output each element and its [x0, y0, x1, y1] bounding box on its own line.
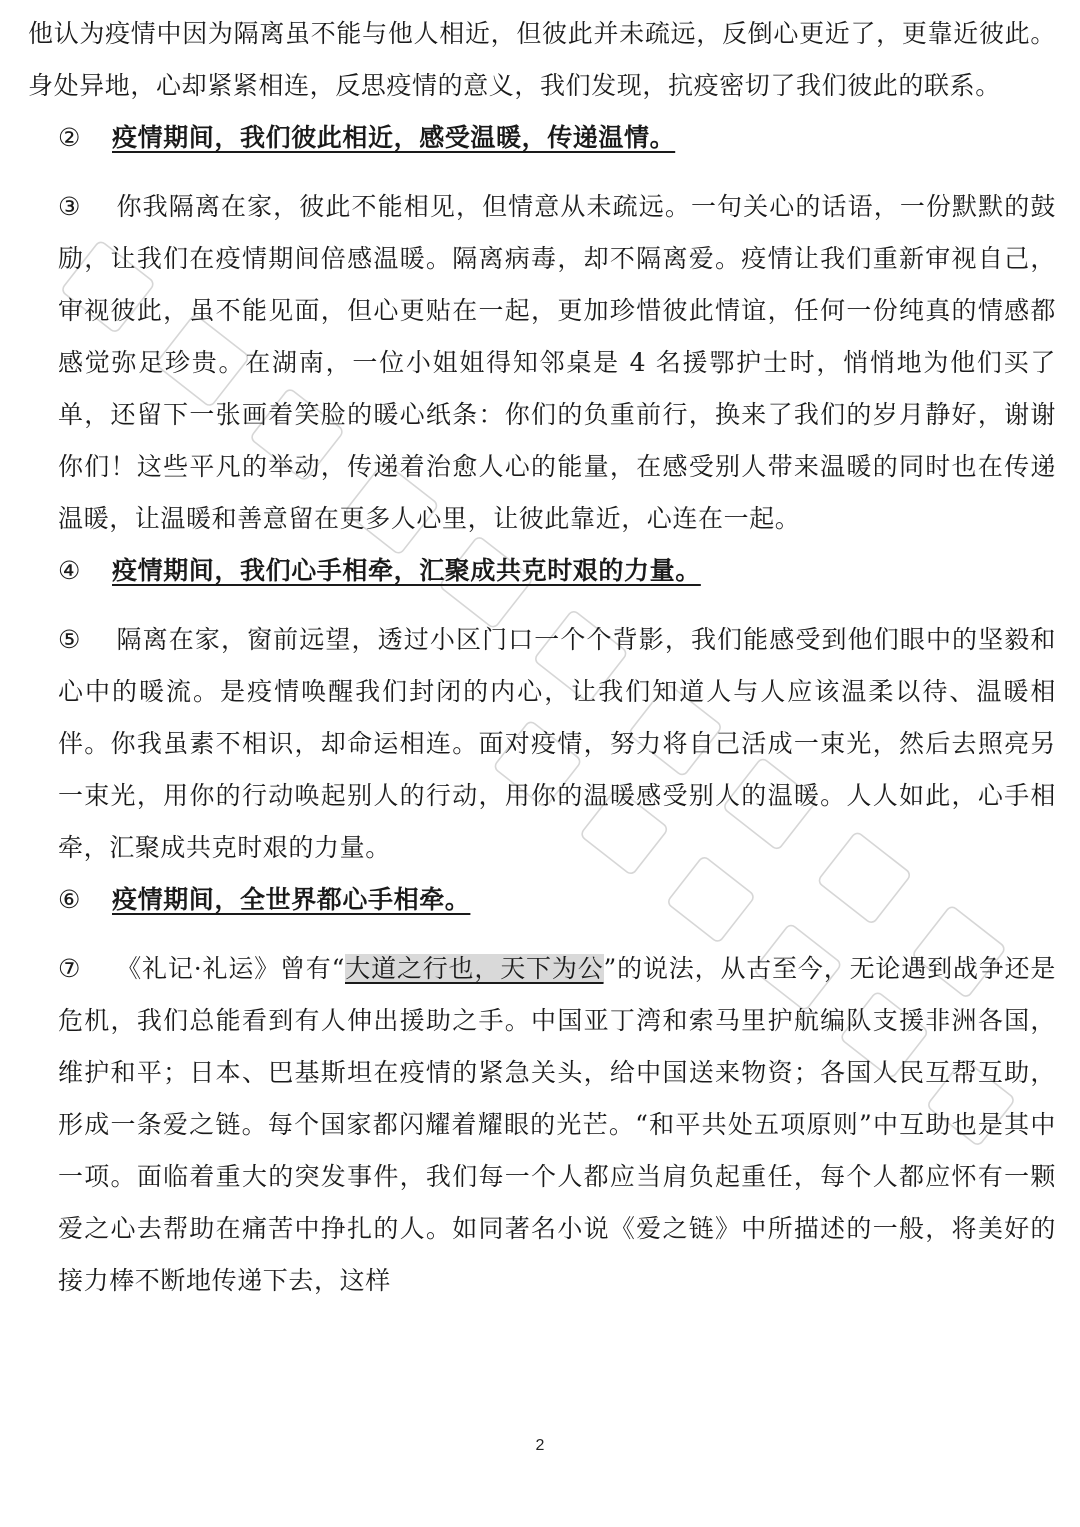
highlighted-quote: 大道之行也，天下为公 [345, 954, 604, 983]
paragraph-7-text-after: ”的说法，从古至今，无论遇到战争还是危机，我们总能看到有人伸出援助之手。中国亚丁湾和索马里护航编队支援非洲各国，维护和平；日本、巴基斯坦在疫情的紧急关头，给中国送来物资；各国人民互帮互助，形成一条爱之链。每个国家都闪耀着耀眼的光芒。“和平共处五项原则”中互助也是其中一项。面临着重大的突发事件，我们每一个人都应当肩负起重任，每个人都应怀有一颗爱之心去帮助在痛苦中挣扎的人。如同著名小说《爱之链》中所描述的一般，将美好的接力棒不断地传递下去，这样 [58, 954, 1056, 1295]
paragraph-1: 他认为疫情中因为隔离虽不能与他人相近，但彼此并未疏远，反倒心更近了，更靠近彼此。身处异地，心却紧紧相连，反思疫情的意义，我们发现，抗疫密切了我们彼此的联系。 [28, 19, 1056, 100]
paragraph-3-number: ③ [58, 192, 82, 221]
paragraph-5-number: ⑤ [58, 625, 82, 654]
heading-4-number: ④ [58, 556, 82, 585]
paragraph-3-text: 你我隔离在家，彼此不能相见，但情意从未疏远。一句关心的话语，一份默默的鼓励，让我们在疫情期间倍感温暖。隔离病毒，却不隔离爱。疫情让我们重新审视自己，审视彼此，虽不能见面，但心更贴在一起，更加珍惜彼此情谊，任何一份纯真的情感都感觉弥足珍贵。在湖南，一位小姐姐得知邻桌是 4 名援鄂护士时，悄悄地为他们买了单，还留下一张画着笑脸的暖心纸条：你们的负重前行，换来了我们的岁月静好，谢谢你们！这些平凡的举动，传递着治愈人心的能量，在感受别人带来温暖的同时也在传递温暖，让温暖和善意留在更多人心里，让彼此靠近，心连在一起。 [58, 192, 1056, 533]
heading-2-number: ② [58, 123, 82, 152]
heading-6 [28, 874, 1056, 926]
paragraph-7-number: ⑦ [58, 954, 82, 983]
paragraph-5-text: 隔离在家，窗前远望，透过小区门口一个个背影，我们能感受到他们眼中的坚毅和心中的暖流。是疫情唤醒我们封闭的内心，让我们知道人与人应该温柔以待、温暖相伴。你我虽素不相识，却命运相连。面对疫情，努力将自己活成一束光，然后去照亮另一束光，用你的行动唤起别人的行动，用你的温暖感受别人的温暖。人人如此，心手相牵，汇聚成共克时艰的力量。 [58, 625, 1056, 862]
heading-2-text: 疫情期间，我们彼此相近，感受温暖，传递温情。 [112, 123, 676, 152]
paragraph-5 [28, 614, 1056, 874]
document-body [28, 8, 1056, 1307]
paragraph-7-text-before: 《礼记·礼运》曾有“ [116, 954, 346, 983]
heading-4-text: 疫情期间，我们心手相牵，汇聚成共克时艰的力量。 [112, 556, 701, 585]
heading-6-text: 疫情期间，全世界都心手相牵。 [112, 885, 471, 914]
heading-4 [28, 545, 1056, 597]
heading-2 [28, 112, 1056, 164]
heading-6-number: ⑥ [58, 885, 82, 914]
paragraph-3 [28, 181, 1056, 545]
page-number: 2 [535, 1437, 545, 1454]
paragraph-7 [28, 943, 1056, 1307]
